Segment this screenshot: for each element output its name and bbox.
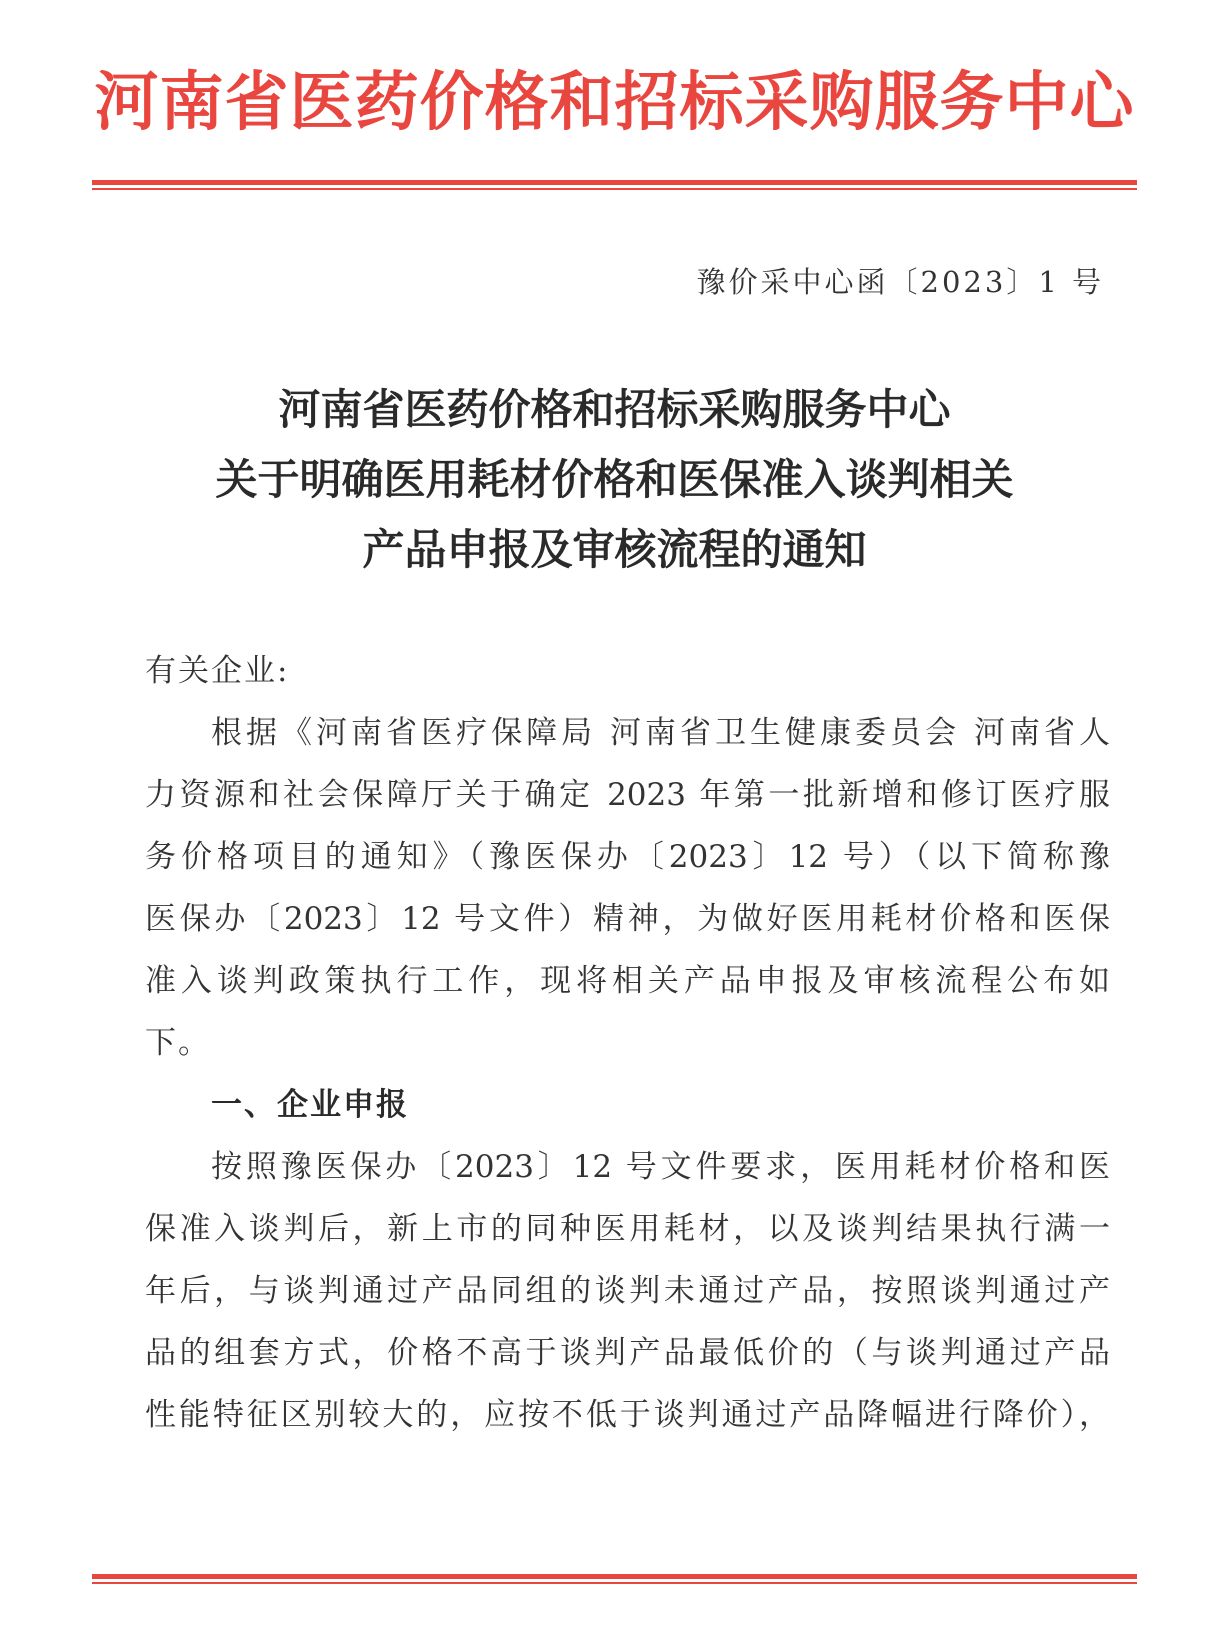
- document-number: 豫价采中心函〔2023〕1 号: [696, 265, 1104, 299]
- letterhead-rule-top: [92, 180, 1137, 190]
- paragraph-line: 品的组套方式，价格不高于谈判产品最低价的（与谈判通过产品: [145, 1335, 1110, 1371]
- paragraph-line: 下。: [145, 1025, 211, 1061]
- section-heading: 一、企业申报: [211, 1087, 409, 1123]
- document-body: [145, 640, 1110, 1446]
- salutation: 有关企业:: [145, 653, 290, 689]
- rule-thin-line: [92, 1582, 1137, 1584]
- title-line: 关于明确医用耗材价格和医保准入谈判相关: [215, 455, 1014, 504]
- paragraph-line: 根据《河南省医疗保障局 河南省卫生健康委员会 河南省人: [211, 715, 1110, 751]
- paragraph-line: 务价格项目的通知》（豫医保办〔2023〕12 号）（以下简称豫: [145, 839, 1110, 875]
- paragraph-line: 保准入谈判后，新上市的同种医用耗材，以及谈判结果执行满一: [145, 1211, 1110, 1247]
- letterhead-rule-bottom: [92, 1574, 1137, 1584]
- rule-thin-line: [92, 188, 1137, 190]
- paragraph-line: 按照豫医保办〔2023〕12 号文件要求，医用耗材价格和医: [211, 1149, 1110, 1185]
- paragraph-line: 医保办〔2023〕12 号文件）精神，为做好医用耗材价格和医保: [145, 901, 1110, 937]
- rule-thick-line: [92, 180, 1137, 185]
- paragraph-line: 力资源和社会保障厅关于确定 2023 年第一批新增和修订医疗服: [145, 777, 1110, 813]
- rule-thick-line: [92, 1574, 1137, 1579]
- paragraph-line: 性能特征区别较大的，应按不低于谈判通过产品降幅进行降价），: [145, 1397, 1110, 1433]
- document-title: [92, 375, 1137, 585]
- paragraph-line: 准入谈判政策执行工作，现将相关产品申报及审核流程公布如: [145, 963, 1110, 999]
- title-line: 河南省医药价格和招标采购服务中心: [278, 385, 951, 434]
- org-letterhead: 河南省医药价格和招标采购服务中心: [94, 66, 1135, 140]
- paragraph-line: 年后，与谈判通过产品同组的谈判未通过产品，按照谈判通过产: [145, 1273, 1110, 1309]
- title-line: 产品申报及审核流程的通知: [362, 525, 867, 574]
